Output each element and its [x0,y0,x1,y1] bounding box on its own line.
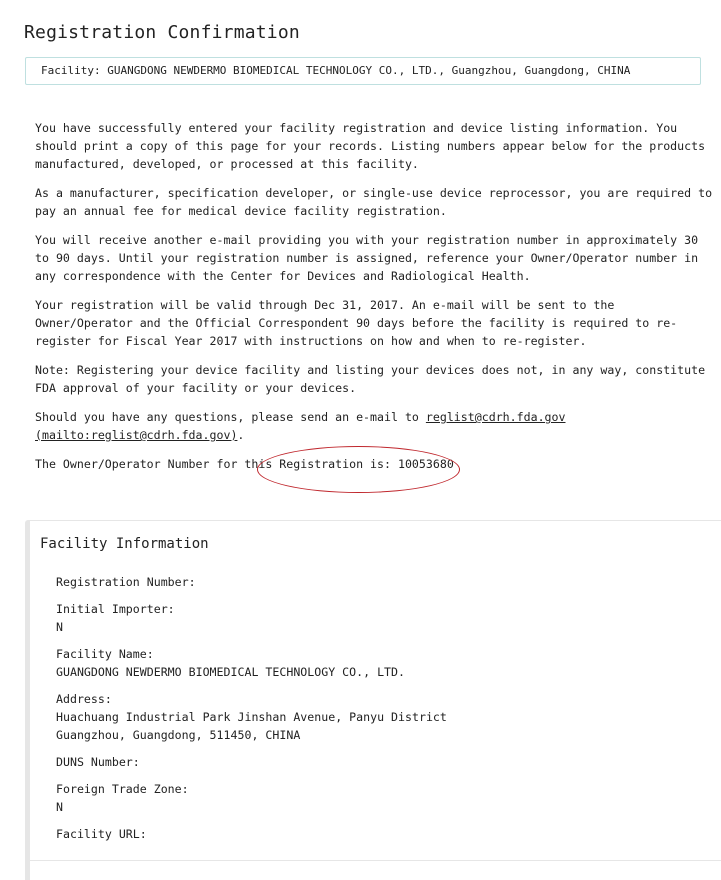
contact-text-end: . [237,428,245,442]
duns-number-label: DUNS Number: [56,755,140,769]
facility-name-value: GUANGDONG NEWDERMO BIOMEDICAL TECHNOLOGY CO., LTD. [56,665,406,679]
address-line-1: Huachuang Industrial Park Jinshan Avenue, Panyu District [56,710,447,724]
foreign-trade-zone-value: N [56,800,63,814]
facility-url-label: Facility URL: [56,827,147,841]
message-paragraph-records: You have successfully entered your facility registration and device listing information. You should print a copy of this page for your records. Listing numbers appear below for the products manufactured, developed, or processed at this facility. [35,121,706,171]
message-paragraph-fee: As a manufacturer, specification developer, or single-use device reprocessor, you are required to pay an annual fee for medical device facility registration. [35,186,713,218]
owner-operator-label: The Owner/Operator Number for this Registration is: [35,457,398,471]
address-line-2: Guangzhou, Guangdong, 511450, CHINA [56,728,301,742]
initial-importer-value: N [56,620,63,634]
owner-operator-line [35,455,715,473]
field-address [56,690,447,744]
contact-email-link[interactable]: reglist@cdrh.fda.gov (mailto:reglist@cdrh.fda.gov) [35,410,566,442]
message-paragraph-email: You will receive another e-mail providing you with your registration number in approximately 30 to 90 days. Until your registration number is assigned, reference your Owner/Operator number in any correspondence with the Center for Devices and Radiological Health. [35,233,699,283]
facility-information-panel [25,520,721,880]
facility-information-title: Facility Information [40,536,209,552]
facility-name-label: Facility Name: [56,647,154,661]
field-facility-name [56,645,447,681]
field-initial-importer [56,600,447,636]
foreign-trade-zone-label: Foreign Trade Zone: [56,782,189,796]
field-facility-url [56,825,447,843]
facility-fields [56,573,447,852]
contact-text: Should you have any questions, please send an e-mail to [35,410,426,424]
message-paragraph-validity: Your registration will be valid through Dec 31, 2017. An e-mail will be sent to the Owner/Operator and the Official Correspondent 90 days before the facility is required to re-register for Fiscal Year 2017 with instructions on how and when to re-register. [35,298,678,348]
initial-importer-label: Initial Importer: [56,602,175,616]
message-paragraph-note: Note: Registering your device facility and listing your devices does not, in any way, constitute FDA approval of your facility or your devices. [35,363,706,395]
registration-number-label: Registration Number: [56,575,196,589]
page-title: Registration Confirmation [24,22,300,43]
panel-bottom-divider [25,860,721,861]
address-label: Address: [56,692,112,706]
owner-operator-number: 10053680 [397,457,454,471]
message-paragraph-contact [35,408,715,444]
confirmation-message [35,119,715,484]
field-foreign-trade-zone [56,780,447,816]
facility-banner: Facility: GUANGDONG NEWDERMO BIOMEDICAL TECHNOLOGY CO., LTD., Guangzhou, Guangdong, CHINA [25,57,701,85]
field-registration-number [56,573,447,591]
field-duns-number [56,753,447,771]
